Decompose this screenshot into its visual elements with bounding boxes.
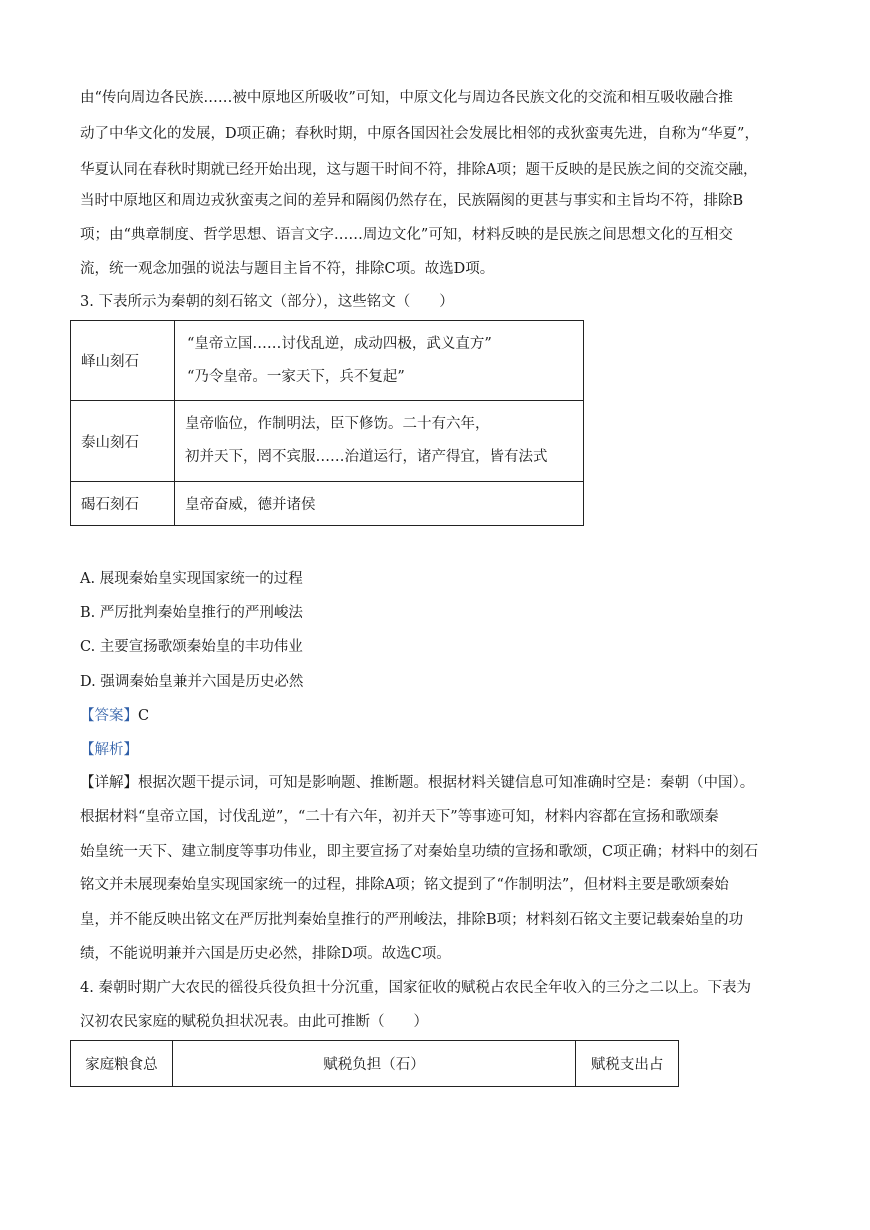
detail-line: 始皇统一天下、建立制度等事功伟业，即主要宣扬了对秦始皇功绩的宣扬和歌颂，C项正确；材料中的刻石 (80, 844, 759, 860)
detail-line: 皇，并不能反映出铭文在严厉批判秦始皇推行的严刑峻法，排除B项；材料刻石铭文主要记载秦始皇的功 (80, 912, 744, 928)
inscription-table (70, 320, 584, 526)
intro-line: 由“传向周边各民族……被中原地区所吸收”可知，中原文化与周边各民族文化的交流和相互吸收融合推 (80, 90, 733, 106)
table-header-cell: 赋税负担（石） (172, 1041, 576, 1087)
answer-line (80, 706, 149, 726)
option-a: A. 展现秦始皇实现国家统一的过程 (80, 571, 303, 587)
detail-line (80, 773, 754, 793)
inscription-line: “皇帝立国……讨伐乱逆，成动四极，武义直方” (187, 335, 492, 352)
option-c: C. 主要宣扬歌颂秦始皇的丰功伟业 (80, 639, 303, 655)
intro-line: 华夏认同在春秋时期就已经开始出现，这与题干时间不符，排除A项；题干反映的是民族之间的交流交融， (80, 162, 758, 178)
detail-line: 绩，不能说明兼并六国是历史必然，排除D项。故选C项。 (80, 946, 451, 962)
inscription-line: 初并天下，罔不宾服……治道运行，诸产得宜，皆有法式 (185, 449, 548, 465)
table-row (71, 401, 584, 482)
intro-line: 流，统一观念加强的说法与题目主旨不符，排除C项。故选D项。 (80, 261, 495, 277)
answer-label: 【答案】 (80, 708, 138, 724)
option-b: B. 严厉批判秦始皇推行的严刑峻法 (80, 605, 303, 621)
detail-line: 根据材料“皇帝立国，讨伐乱逆”，“二十有六年，初并天下”等事迹可知，材料内容都在宣扬和歌颂秦 (80, 809, 719, 825)
table-row (71, 482, 584, 526)
intro-line: 项；由“典章制度、哲学思想、语言文字……周边文化”可知，材料反映的是民族之间思想文化的互相交 (80, 227, 733, 243)
question-3-stem: 3. 下表所示为秦朝的刻石铭文（部分），这些铭文（ ） (80, 294, 454, 310)
inscription-name: 泰山刻石 (71, 401, 175, 482)
inscription-name: 峄山刻石 (71, 321, 175, 401)
inscription-text: 皇帝奋威，德并诸侯 (175, 482, 584, 526)
inscription-line: 皇帝临位，作制明法，臣下修饬。二十有六年， (185, 416, 490, 432)
inscription-text (175, 401, 584, 482)
option-d: D. 强调秦始皇兼并六国是历史必然 (80, 674, 304, 690)
detail-text: 根据次题干提示词，可知是影响题、推断题。根据材料关键信息可知准确时空是：秦朝（中国）。 (138, 775, 755, 791)
inscription-name: 碣石刻石 (71, 482, 175, 526)
question-4-stem-line: 汉初农民家庭的赋税负担状况表。由此可推断（ ） (80, 1014, 428, 1030)
answer-value: C (138, 708, 150, 724)
table-header-cell: 赋税支出占 (576, 1041, 679, 1087)
question-4-stem-line: 4. 秦朝时期广大农民的徭役兵役负担十分沉重，国家征收的赋税占农民全年收入的三分之二以上。下表为 (80, 980, 751, 996)
tax-table (70, 1040, 679, 1087)
inscription-line: “乃令皇帝。一家天下，兵不复起” (187, 368, 405, 385)
detail-line: 铭文并未展现秦始皇实现国家统一的过程，排除A项；铭文提到了“作制明法”，但材料主要是歌颂秦始 (80, 877, 729, 893)
detail-label: 【详解】 (80, 775, 138, 791)
intro-line: 当时中原地区和周边戎狄蛮夷之间的差异和隔阂仍然存在，民族隔阂的更甚与事实和主旨均不符，排除B (80, 193, 744, 209)
table-header-cell: 家庭粮食总 (71, 1041, 173, 1087)
table-row (71, 321, 584, 401)
analysis-label: 【解析】 (80, 742, 138, 758)
inscription-text (175, 321, 584, 401)
intro-line: 动了中华文化的发展，D项正确；春秋时期，中原各国因社会发展比相邻的戎狄蛮夷先进，自称为“华夏”， (80, 126, 759, 142)
table-header-row (71, 1041, 679, 1087)
